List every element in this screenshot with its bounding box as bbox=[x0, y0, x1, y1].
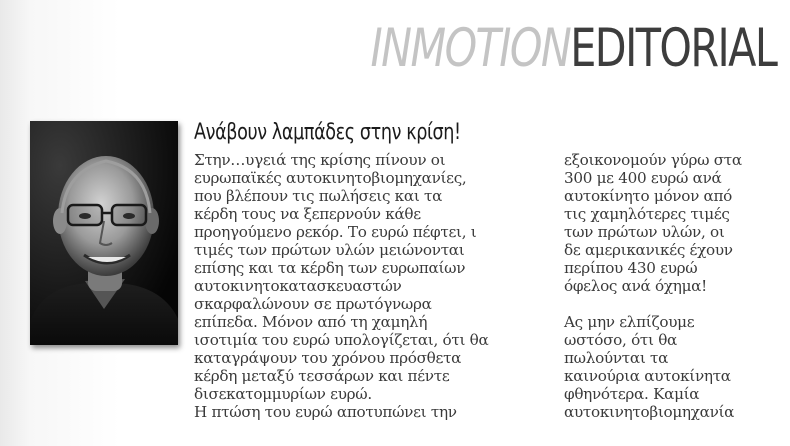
article-text-line: πωλούνται τα bbox=[564, 349, 669, 367]
article-text-line: που βλέπουν τις πωλήσεις και τα bbox=[194, 187, 443, 205]
author-portrait-icon bbox=[30, 121, 178, 345]
article-text-line: των πρώτων υλών, οι bbox=[564, 223, 725, 241]
masthead-section-name: EDITORIAL bbox=[569, 18, 776, 79]
article-text-line: προηγούμενο ρεκόρ. Το ευρώ πέφτει, ι bbox=[194, 223, 477, 241]
article-text-line: καινούρια αυτοκίνητα bbox=[564, 367, 731, 385]
masthead-magazine-name: INMOTION bbox=[370, 18, 570, 79]
article-text-line: αυτοκινητοκατασκευαστών bbox=[194, 277, 402, 295]
article-headline: Ανάβουν λαμπάδες στην κρίση! bbox=[194, 120, 461, 145]
article-text-line: τιμές των πρώτων υλών μειώνονται bbox=[194, 241, 465, 259]
article-text-line: αυτοκινητοβιομηχανία bbox=[564, 403, 735, 421]
article-text-line: ισοτιμία του ευρώ υπολογίζεται, ότι θα bbox=[194, 331, 489, 349]
article-text-line: καταγράψουν του χρόνου πρόσθετα bbox=[194, 349, 462, 367]
article-text-line: όφελος ανά όχημα! bbox=[564, 277, 707, 295]
article-text-line: επίπεδα. Μόνον από τη χαμηλή bbox=[194, 313, 428, 331]
article-text-line: κέρδη μεταξύ τεσσάρων και πέντε bbox=[194, 367, 450, 385]
article-text-line: τις χαμηλότερες τιμές bbox=[564, 205, 730, 223]
article-text-line: δισεκατομμυρίων ευρώ. bbox=[194, 385, 372, 403]
article-text-line: επίσης και τα κέρδη των ευρωπαίων bbox=[194, 259, 466, 277]
article-text-line: 300 με 400 ευρώ ανά bbox=[564, 169, 722, 187]
article-text-line: Στην…υγειά της κρίσης πίνουν οι bbox=[194, 151, 446, 169]
article-column-right bbox=[564, 151, 774, 421]
article-text-line: αυτοκίνητο μόνον από bbox=[564, 187, 733, 205]
article-text-line: περίπου 430 ευρώ bbox=[564, 259, 698, 277]
article-text-line: κέρδη τους να ξεπερνούν κάθε bbox=[194, 205, 421, 223]
article-text-line: σκαρφαλώνουν σε πρωτόγνωρα bbox=[194, 295, 432, 313]
article-text-line: φθηνότερα. Καμία bbox=[564, 385, 700, 403]
author-photo bbox=[30, 121, 178, 345]
article-text-line: εξοικονομούν γύρω στα bbox=[564, 151, 742, 169]
article-text-line: ωστόσο, ότι θα bbox=[564, 331, 677, 349]
article-text-line: δε αμερικανικές έχουν bbox=[564, 241, 733, 259]
article-text-line: Ας μην ελπίζουμε bbox=[564, 313, 695, 331]
article-text-line: ευρωπαϊκές αυτοκινητοβιομηχανίες, bbox=[194, 169, 467, 187]
article-column-left bbox=[194, 151, 564, 421]
article-text-line: Η πτώση του ευρώ αποτυπώνει την bbox=[194, 403, 457, 421]
magazine-masthead bbox=[370, 14, 776, 84]
paragraph-gap bbox=[564, 295, 774, 313]
